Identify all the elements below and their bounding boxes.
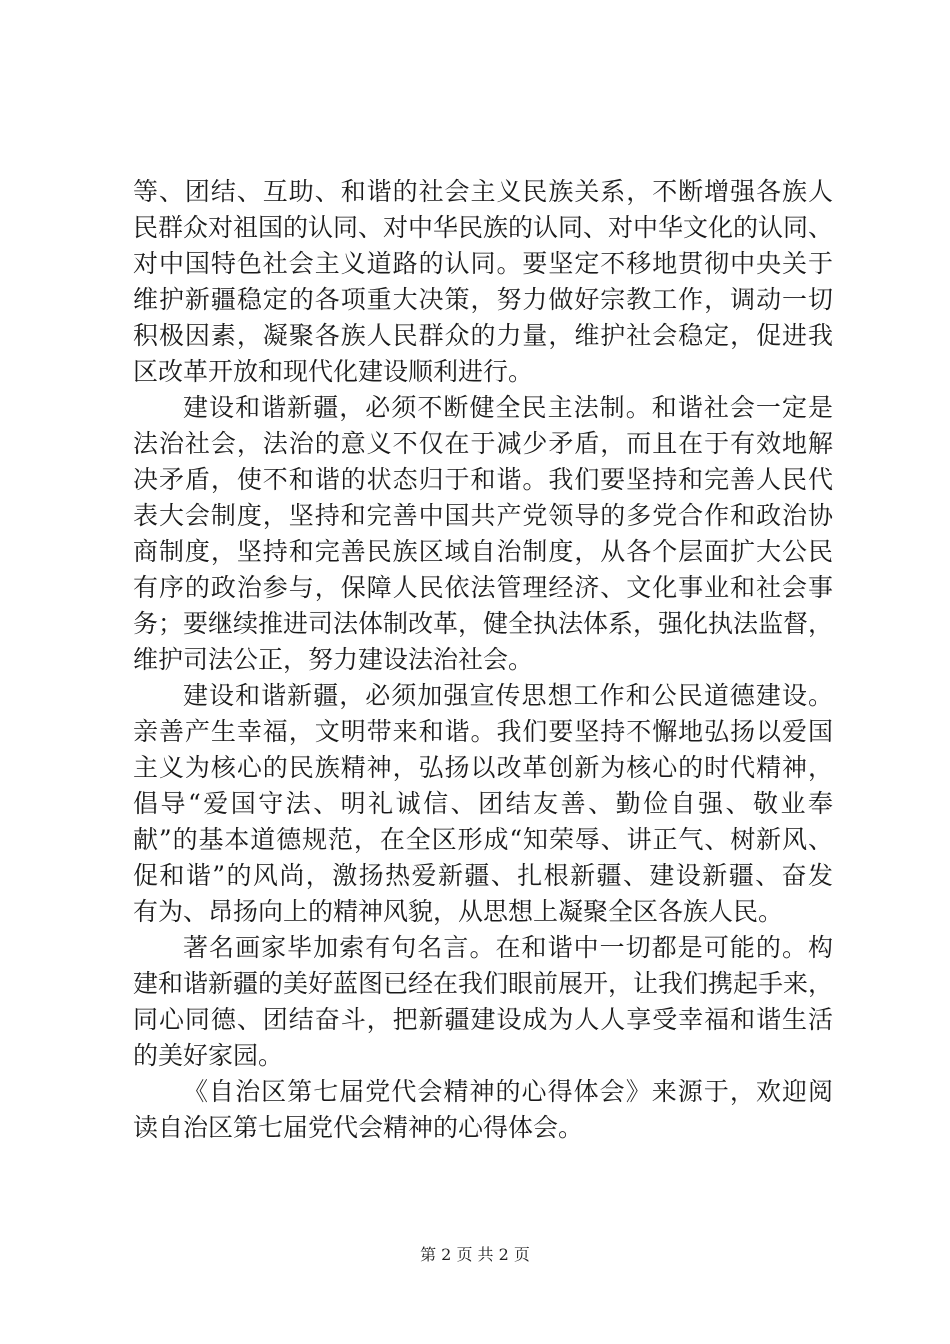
text-line: 有序的政治参与，保障人民依法管理经济、文化事业和社会事 [133,573,833,602]
text-line: 读自治区第七届党代会精神的心得体会。 [133,1113,584,1142]
text-line: 维护司法公正，努力建设法治社会。 [133,645,534,674]
text-line: 建和谐新疆的美好蓝图已经在我们眼前展开，让我们携起手来， [133,969,834,998]
text-line: 的美好家园。 [133,1041,284,1070]
text-line: 同心同德、团结奋斗，把新疆建设成为人人享受幸福和谐生活 [133,1005,833,1034]
text-line: 区改革开放和现代化建设顺利进行。 [133,357,534,386]
text-line: 维护新疆稳定的各项重大决策，努力做好宗教工作，调动一切 [133,285,833,314]
text-line: 促和谐”的风尚，激扬热爱新疆、扎根新疆、建设新疆、奋发 [133,861,833,890]
text-line: 积极因素，凝聚各族人民群众的力量，维护社会稳定，促进我 [133,321,833,350]
text-line: 表大会制度，坚持和完善中国共产党领导的多党合作和政治协 [133,501,833,530]
text-line: 建设和谐新疆，必须加强宣传思想工作和公民道德建设。 [183,681,833,710]
paragraph [133,930,833,1074]
paragraph [133,390,833,678]
text-line: 有为、昂扬向上的精神风貌，从思想上凝聚全区各族人民。 [133,897,784,926]
text-line: 务；要继续推进司法体制改革，健全执法体系，强化执法监督， [133,609,834,638]
document-body [133,174,833,1146]
text-line: 亲善产生幸福，文明带来和谐。我们要坚持不懈地弘扬以爱国 [133,717,833,746]
page-footer: 第 2 页 共 2 页 [420,1245,530,1264]
text-line: 等、团结、互助、和谐的社会主义民族关系，不断增强各族人 [133,177,833,206]
text-line: 法治社会，法治的意义不仅在于减少矛盾，而且在于有效地解 [133,429,833,458]
paragraph [133,174,833,390]
text-line: 对中国特色社会主义道路的认同。要坚定不移地贯彻中央关于 [133,249,833,278]
text-line: 献”的基本道德规范，在全区形成“知荣辱、讲正气、树新风、 [133,825,833,854]
text-line: 主义为核心的民族精神，弘扬以改革创新为核心的时代精神， [133,753,833,782]
paragraph [133,678,833,930]
text-line: 著名画家毕加索有句名言。在和谐中一切都是可能的。构 [183,933,833,962]
text-line: 决矛盾，使不和谐的状态归于和谐。我们要坚持和完善人民代 [133,465,833,494]
text-line: 民群众对祖国的认同、对中华民族的认同、对中华文化的认同、 [133,213,834,242]
text-line: 建设和谐新疆，必须不断健全民主法制。和谐社会一定是 [183,393,833,422]
text-line: 《自治区第七届党代会精神的心得体会》来源于，欢迎阅 [183,1077,833,1106]
text-line: 商制度，坚持和完善民族区域自治制度，从各个层面扩大公民 [133,537,833,566]
paragraph [133,1074,833,1146]
text-line: 倡导“爱国守法、明礼诚信、团结友善、勤俭自强、敬业奉 [133,789,833,818]
